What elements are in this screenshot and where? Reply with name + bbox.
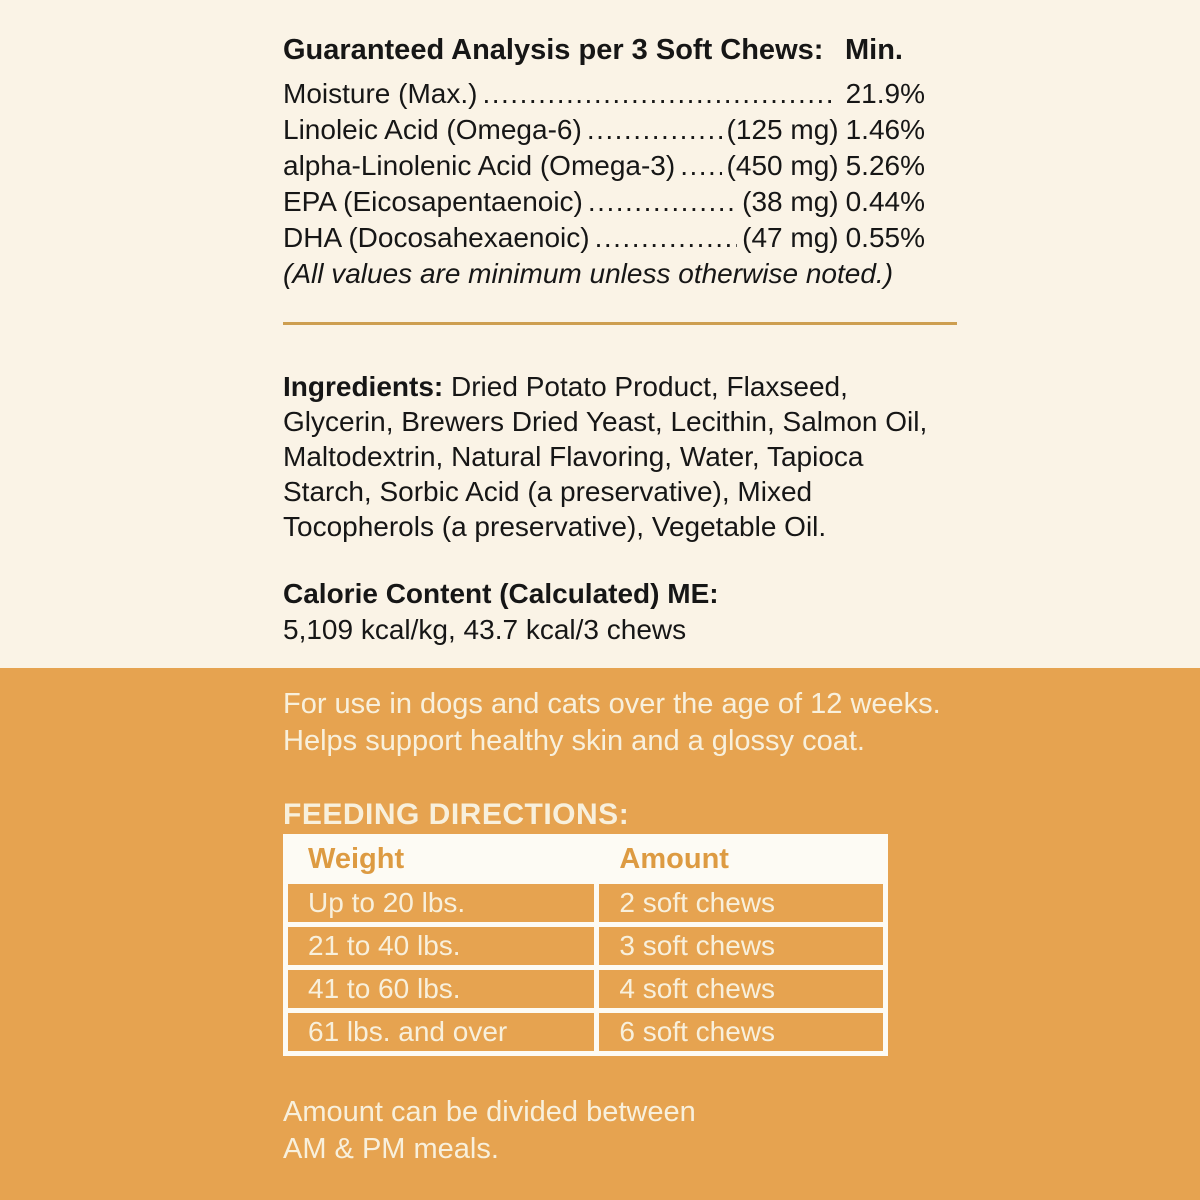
guaranteed-analysis-block	[283, 30, 925, 292]
ingredients-line: Tocopherols (a preservative), Vegetable Oil.	[283, 511, 827, 542]
dot-leader	[680, 148, 721, 184]
analysis-row-epa: EPA (Eicosapentaenoic) ..... (38 mg) 0.44%	[283, 184, 925, 220]
table-cell-amount: 2 soft chews	[599, 884, 883, 922]
analysis-footnote: (All values are minimum unless otherwise noted.)	[283, 258, 894, 289]
analysis-row-moisture: Moisture (Max.) ..... 21.9%	[283, 76, 925, 112]
table-cell-weight: 61 lbs. and over	[288, 1013, 594, 1051]
usage-line: For use in dogs and cats over the age of 12 weeks.	[283, 688, 941, 720]
dot-leader	[595, 220, 738, 256]
usage-line: Helps support healthy skin and a glossy coat.	[283, 725, 865, 757]
ingredients-line: Maltodextrin, Natural Flavoring, Water, Tapioca	[283, 441, 864, 472]
guaranteed-analysis-title: Guaranteed Analysis per 3 Soft Chews:	[283, 34, 824, 66]
analysis-row-alpha-linolenic: alpha-Linolenic Acid (Omega-3) ..... (450 mg) 5.26%	[283, 148, 925, 184]
feeding-footnote-line: AM & PM meals.	[283, 1133, 499, 1165]
dot-leader	[482, 76, 833, 112]
table-cell-amount: 3 soft chews	[599, 927, 883, 965]
table-cell-amount: 6 soft chews	[599, 1013, 883, 1051]
table-cell-weight: 21 to 40 lbs.	[288, 927, 594, 965]
ingredients-line: Starch, Sorbic Acid (a preservative), Mixed	[283, 476, 813, 507]
table-cell-weight: Up to 20 lbs.	[288, 884, 594, 922]
section-divider	[283, 322, 957, 325]
feeding-directions-title: FEEDING DIRECTIONS:	[283, 798, 630, 831]
analysis-row-linoleic: Linoleic Acid (Omega-6) ..... (125 mg) 1.46%	[283, 112, 925, 148]
feeding-footnote-line: Amount can be divided between	[283, 1096, 696, 1128]
analysis-row-dha: DHA (Docosahexaenoic) ..... (47 mg) 0.55%	[283, 220, 925, 256]
table-header-amount: Amount	[599, 839, 883, 879]
table-header-weight: Weight	[288, 839, 594, 879]
usage-statement	[283, 686, 1200, 760]
dot-leader	[588, 184, 737, 220]
min-column-header: Min.	[845, 34, 903, 66]
calorie-content-title: Calorie Content (Calculated) ME:	[283, 578, 719, 609]
ingredients-label: Ingredients:	[283, 371, 444, 402]
feeding-directions-section	[0, 668, 1200, 1200]
calorie-content-value: 5,109 kcal/kg, 43.7 kcal/3 chews	[283, 614, 687, 645]
dot-leader	[587, 112, 722, 148]
ingredients-line: Ingredients: Dried Potato Product, Flaxseed,	[283, 371, 848, 402]
feeding-footnote	[283, 1094, 1200, 1168]
table-cell-weight: 41 to 60 lbs.	[288, 970, 594, 1008]
table-cell-amount: 4 soft chews	[599, 970, 883, 1008]
ingredients-paragraph	[283, 369, 1200, 544]
ingredients-line: Glycerin, Brewers Dried Yeast, Lecithin, Salmon Oil,	[283, 406, 928, 437]
guaranteed-analysis-header	[283, 30, 925, 70]
feeding-directions-table	[283, 834, 888, 1056]
